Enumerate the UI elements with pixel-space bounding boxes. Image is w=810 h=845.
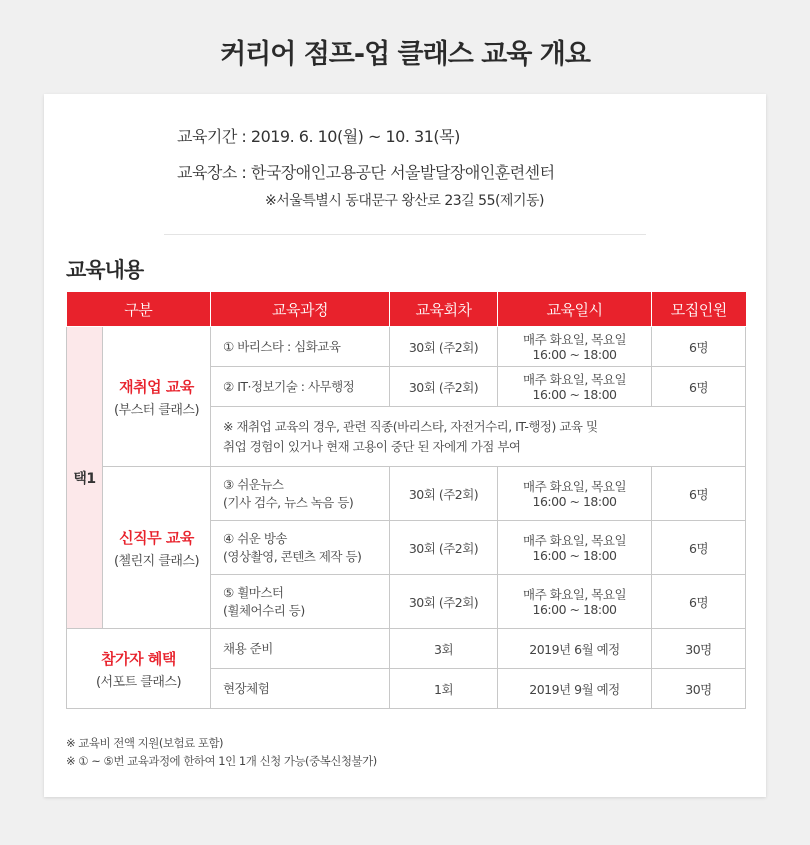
group-benefits	[67, 629, 211, 709]
section-title: 교육내용	[66, 258, 144, 282]
schedule-cell	[498, 575, 652, 629]
course-name: ④ 쉬운 방송	[223, 530, 287, 546]
group-subtitle: (서포트 클래스)	[95, 674, 182, 690]
course-cell: ① 바리스타 : 심화교육	[211, 327, 390, 367]
education-address: ※서울특별시 동대문구 왕산로 23길 55(제기동)	[265, 193, 544, 209]
education-table	[66, 292, 746, 709]
overview-card	[44, 94, 766, 797]
schedule-cell	[498, 521, 652, 575]
group-title: 재취업 교육	[119, 377, 194, 396]
capacity-cell: 6명	[652, 327, 746, 367]
sessions-cell: 30회 (주2회)	[390, 327, 498, 367]
course-cell: ② IT·정보기술 : 사무행정	[211, 367, 390, 407]
education-period: 교육기간 : 2019. 6. 10(월) ~ 10. 31(목)	[177, 127, 460, 146]
reemployment-note	[211, 407, 746, 467]
sessions-cell: 1회	[390, 669, 498, 709]
sessions-cell: 30회 (주2회)	[390, 367, 498, 407]
divider	[164, 234, 646, 235]
schedule-time: 16:00 ~ 18:00	[532, 547, 617, 563]
education-place: 교육장소 : 한국장애인고용공단 서울발달장애인훈련센터	[177, 163, 555, 182]
course-cell	[211, 575, 390, 629]
sessions-cell: 30회 (주2회)	[390, 521, 498, 575]
schedule-cell	[498, 367, 652, 407]
header-schedule: 교육일시	[498, 292, 652, 327]
course-detail: (휠체어수리 등)	[223, 602, 305, 618]
header-course: 교육과정	[211, 292, 390, 327]
footnote: ※ 교육비 전액 지원(보험료 포함)	[66, 736, 224, 750]
sessions-cell: 30회 (주2회)	[390, 575, 498, 629]
footnote: ※ ① ~ ⑤번 교육과정에 한하여 1인 1개 신청 가능(중복신청불가)	[66, 754, 377, 768]
course-cell: 현장체험	[211, 669, 390, 709]
table-row	[67, 327, 746, 367]
schedule-cell: 2019년 9월 예정	[498, 669, 652, 709]
group-new-job	[103, 467, 211, 629]
header-category: 구분	[67, 292, 211, 327]
course-name: ⑤ 휠마스터	[223, 584, 284, 600]
header-sessions: 교육회차	[390, 292, 498, 327]
schedule-time: 16:00 ~ 18:00	[532, 346, 617, 362]
header-capacity: 모집인원	[652, 292, 746, 327]
group-title: 참가자 혜택	[101, 649, 176, 668]
schedule-days: 매주 화요일, 목요일	[523, 478, 627, 494]
sessions-cell: 30회 (주2회)	[390, 467, 498, 521]
group-subtitle: (부스터 클래스)	[113, 402, 200, 418]
capacity-cell: 6명	[652, 367, 746, 407]
group-reemployment	[103, 327, 211, 467]
table-row	[67, 467, 746, 521]
course-cell	[211, 467, 390, 521]
schedule-days: 매주 화요일, 목요일	[523, 331, 627, 347]
group-title: 신직무 교육	[119, 528, 194, 547]
course-detail: (영상촬영, 콘텐츠 제작 등)	[223, 548, 362, 564]
schedule-days: 매주 화요일, 목요일	[523, 371, 627, 387]
course-detail: (기사 검수, 뉴스 녹음 등)	[223, 494, 354, 510]
capacity-cell: 6명	[652, 467, 746, 521]
sessions-cell: 3회	[390, 629, 498, 669]
schedule-time: 16:00 ~ 18:00	[532, 386, 617, 402]
capacity-cell: 30명	[652, 629, 746, 669]
schedule-days: 매주 화요일, 목요일	[523, 586, 627, 602]
capacity-cell: 30명	[652, 669, 746, 709]
capacity-cell: 6명	[652, 575, 746, 629]
schedule-days: 매주 화요일, 목요일	[523, 532, 627, 548]
table-header-row	[67, 292, 746, 327]
capacity-cell: 6명	[652, 521, 746, 575]
schedule-cell	[498, 327, 652, 367]
schedule-time: 16:00 ~ 18:00	[532, 601, 617, 617]
note-line: ※ 재취업 교육의 경우, 관련 직종(바리스타, 자전거수리, IT-행정) 교육 및	[223, 418, 598, 434]
schedule-cell	[498, 467, 652, 521]
table-row	[67, 629, 746, 669]
course-name: ③ 쉬운뉴스	[223, 476, 284, 492]
group-subtitle: (첼린지 클래스)	[113, 553, 200, 569]
course-cell	[211, 521, 390, 575]
course-cell: 채용 준비	[211, 629, 390, 669]
note-line: 취업 경험이 있거나 현재 고용이 중단 된 자에게 가점 부여	[223, 438, 521, 454]
page-title: 커리어 점프-업 클래스 교육 개요	[220, 39, 590, 70]
schedule-time: 16:00 ~ 18:00	[532, 493, 617, 509]
footnotes	[66, 734, 377, 770]
schedule-cell: 2019년 6월 예정	[498, 629, 652, 669]
pick-one-cell: 택1	[67, 327, 103, 629]
